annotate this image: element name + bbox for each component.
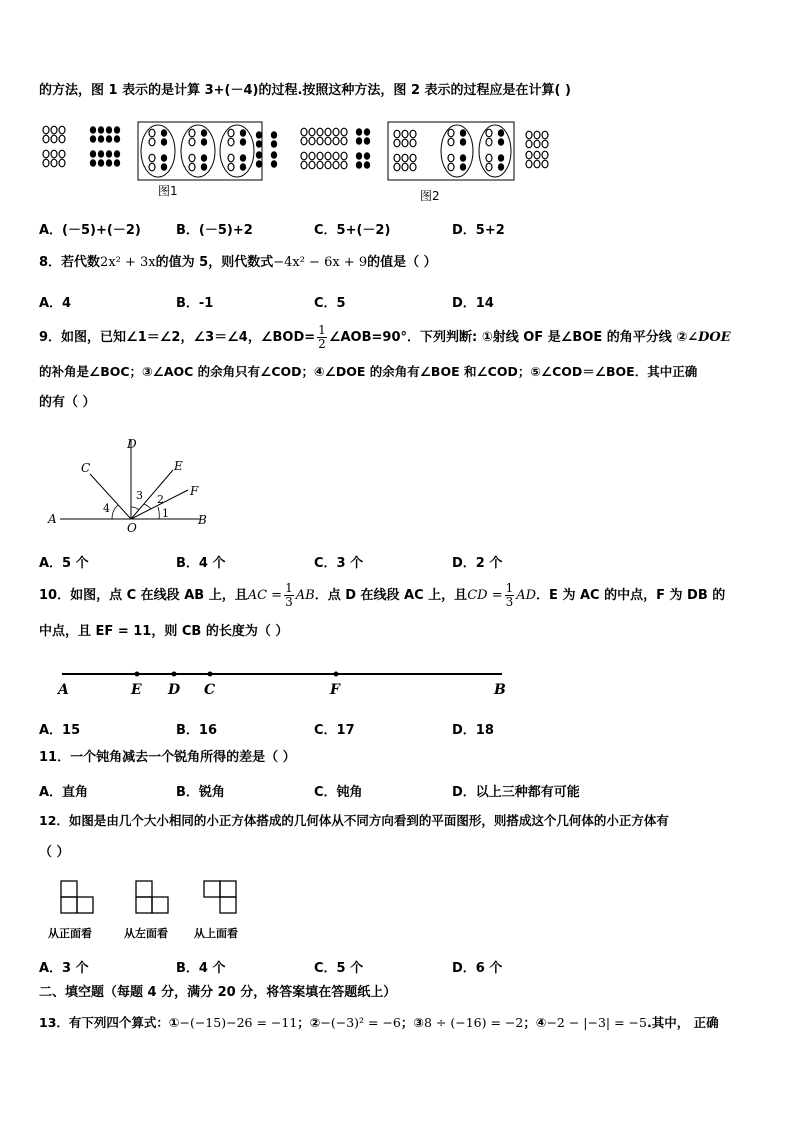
- q8-option-c[interactable]: C．5: [314, 296, 346, 311]
- q9-option-b[interactable]: B．4 个: [176, 556, 226, 571]
- seg-label-D: D: [168, 682, 181, 698]
- label-C: C: [81, 461, 91, 475]
- q9-stem-line1: 9．如图，已知∠1＝∠2，∠3＝∠4，∠BOD= $\frac{1}{2}$ ∠AOB=90°．下列判断: ①射线 OF 是∠BOE 的角平分线 ②∠DOE: [39, 323, 731, 351]
- q12-option-d[interactable]: D．6 个: [452, 961, 503, 976]
- q11-option-b[interactable]: B．锐角: [176, 785, 225, 800]
- q9-angle-figure: [40, 432, 220, 542]
- q10-stem-line1: 10．如图，点 C 在线段 AB 上，且AC = $\frac{1}{3}$ AB．点 D 在线段 AC 上，且CD = $\frac{1}{3}$ AD．E 为 AC 的中点，F 为 DB 的: [39, 581, 726, 609]
- q7-option-a[interactable]: A．(－5)+(－2): [39, 223, 141, 238]
- angle-4: 4: [103, 502, 110, 515]
- section-2-heading: 二、填空题（每题 4 分，满分 20 分，将答案填在答题纸上）: [39, 985, 397, 1000]
- q10-option-a[interactable]: A．15: [39, 723, 81, 738]
- view-left-label: 从左面看: [124, 927, 168, 940]
- angle-2: 2: [157, 493, 164, 506]
- q11-stem: 11．一个钝角减去一个锐角所得的差是（ ）: [39, 750, 296, 765]
- view-front-label: 从正面看: [48, 927, 92, 940]
- q9-stem-line2: 的补角是∠BOC；③∠AOC 的余角只有∠COD；④∠DOE 的余角有∠BOE 和∠COD；⑤∠COD＝∠BOE．其中正确: [39, 364, 698, 379]
- q8-option-d[interactable]: D．14: [452, 296, 494, 311]
- q7-figures: [40, 118, 560, 204]
- seg-label-F: F: [330, 682, 340, 698]
- fig1-open-counters: [43, 126, 65, 167]
- q7-option-d[interactable]: D．5+2: [452, 223, 505, 238]
- seg-label-B: B: [494, 682, 506, 698]
- q12-option-b[interactable]: B．4 个: [176, 961, 226, 976]
- q12-stem-2: （ ）: [39, 845, 70, 860]
- q12-option-a[interactable]: A．3 个: [39, 961, 89, 976]
- q13-stem: 13．有下列四个算式：①−(−15)−26 = −11；②−(−3)² = −6；③8 ÷ (−16) = −2；④−2 − |−3| = −5.其中， 正确: [39, 1015, 719, 1030]
- q12-stem: 12．如图是由几个大小相同的小正方体搭成的几何体从不同方向看到的平面图形，则搭成这个几何体的小正方体有: [39, 813, 669, 828]
- label-A: A: [48, 512, 57, 526]
- view-top-label: 从上面看: [194, 927, 238, 940]
- angle-1: 1: [162, 507, 169, 520]
- q8-option-a[interactable]: A．4: [39, 296, 72, 311]
- q10-option-d[interactable]: D．18: [452, 723, 494, 738]
- q8-expr1: 2x² + 3x: [100, 255, 156, 270]
- q8-option-b[interactable]: B．-1: [176, 296, 214, 311]
- seg-label-E: E: [131, 682, 142, 698]
- q7-option-b[interactable]: B．(－5)+2: [176, 223, 253, 238]
- seg-label-C: C: [204, 682, 216, 698]
- q10-stem-line2: 中点，且 EF = 11，则 CB 的长度为（ ）: [39, 624, 289, 639]
- q11-option-d[interactable]: D．以上三种都有可能: [452, 785, 580, 800]
- q12-option-c[interactable]: C．5 个: [314, 961, 364, 976]
- q8-expr2: −4x² − 6x + 9: [273, 255, 368, 270]
- label-B: B: [198, 513, 207, 527]
- label-F: F: [190, 484, 199, 498]
- fig2-label: 图2: [420, 189, 440, 203]
- angle-3: 3: [136, 489, 143, 502]
- q12-views-figure: [58, 878, 248, 916]
- fig1-filled-counters: [90, 126, 120, 167]
- q10-option-b[interactable]: B．16: [176, 723, 217, 738]
- q7-option-c[interactable]: C．5+(－2): [314, 223, 391, 238]
- label-E: E: [174, 459, 183, 473]
- fig1-label: 图1: [158, 184, 178, 198]
- q9-option-d[interactable]: D．2 个: [452, 556, 503, 571]
- q9-fraction: $\frac{1}{2}$: [318, 323, 326, 351]
- fig2-open-counters: [301, 128, 347, 169]
- label-O: O: [127, 521, 137, 535]
- q9-stem-line3: 的有（ ）: [39, 395, 96, 410]
- label-D: D: [127, 437, 137, 451]
- q9-option-c[interactable]: C．3 个: [314, 556, 364, 571]
- q7-stem: 的方法，图 1 表示的是计算 3+(－4)的过程.按照这种方法，图 2 表示的过程应是在计算( ): [39, 83, 571, 98]
- seg-label-A: A: [58, 682, 69, 698]
- fig2-filled-counters: [356, 128, 370, 169]
- q10-segment-figure: [50, 664, 520, 700]
- q8-stem: 8．若代数2x² + 3x的值为 5，则代数式−4x² − 6x + 9的值是（ ）: [39, 255, 437, 270]
- q10-option-c[interactable]: C．17: [314, 723, 355, 738]
- q11-option-c[interactable]: C．钝角: [314, 785, 363, 800]
- q9-option-a[interactable]: A．5 个: [39, 556, 89, 571]
- q11-option-a[interactable]: A．直角: [39, 785, 89, 800]
